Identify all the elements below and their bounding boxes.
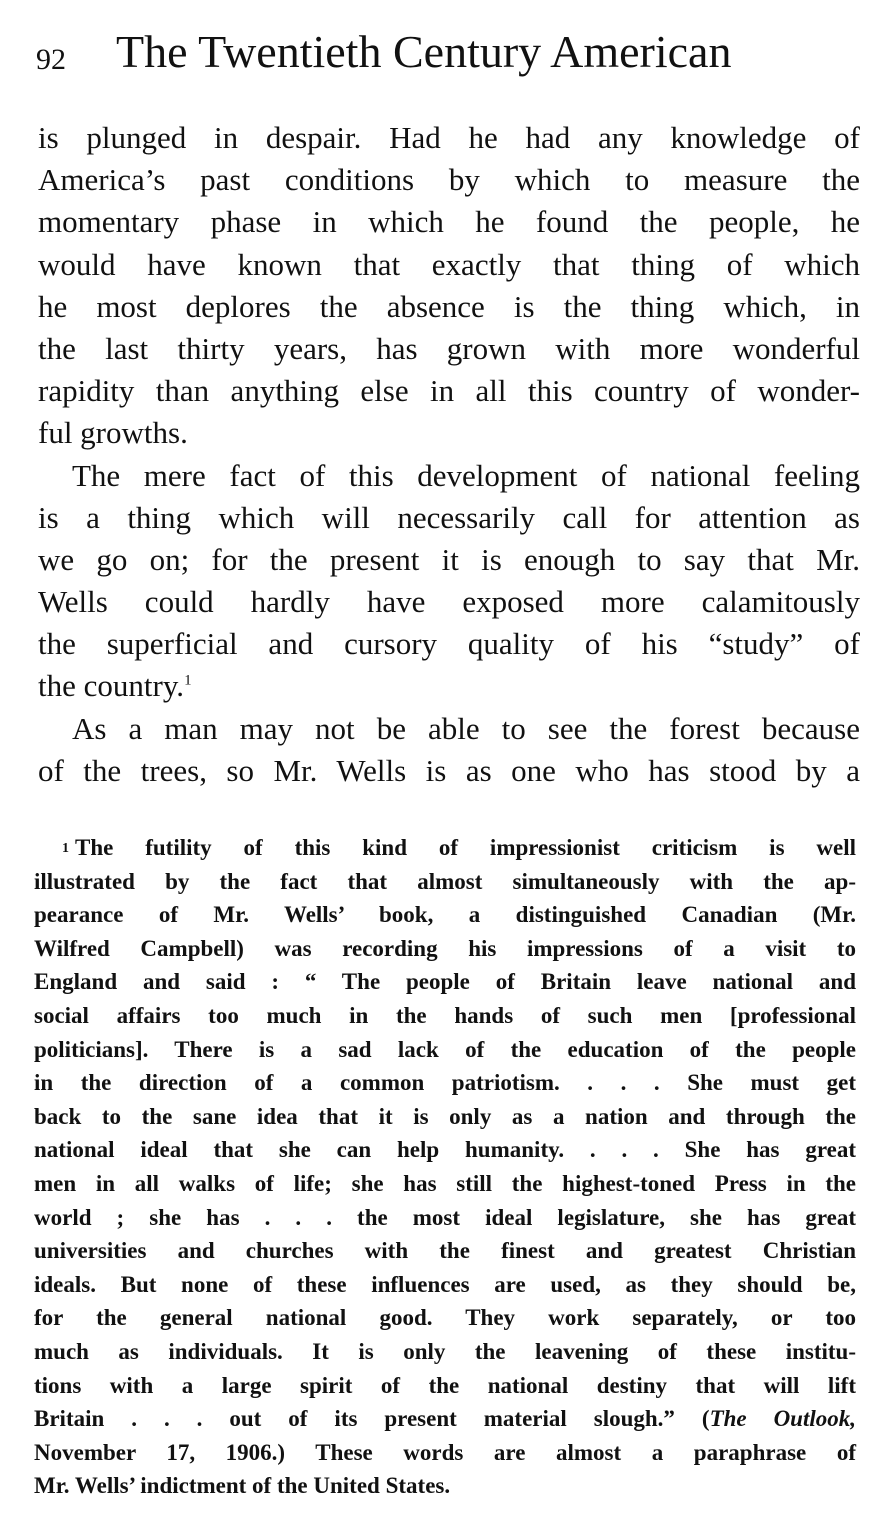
body-line: ful growths. <box>38 415 188 451</box>
body-line: Wells could hardly have exposed more calamitously <box>38 584 860 620</box>
body-line: As a man may not be able to see the forest because <box>72 710 860 746</box>
body-line: of the trees, so Mr. Wells is as one who has stood by a <box>38 752 860 788</box>
body-line-text: the country. <box>38 668 185 704</box>
citation-title: The Outlook, <box>709 1406 857 1432</box>
footnote-line: Mr. Wells’ indictment of the United States. <box>34 1473 451 1499</box>
footnote <box>34 831 856 1503</box>
body-line: would have known that exactly that thing of which <box>38 246 860 282</box>
footnote-line: in the direction of a common patriotism. . . . She must get <box>34 1070 856 1096</box>
running-head <box>36 24 856 84</box>
body-line: rapidity than anything else in all this country of wonder- <box>38 373 860 409</box>
footnote-line: universities and churches with the finest and greatest Christian <box>34 1238 856 1264</box>
page-number: 92 <box>36 43 66 76</box>
footnote-line: November 17, 1906.) These words are almost a paraphrase of <box>34 1439 856 1465</box>
body-line: he most deplores the absence is the thing which, in <box>38 288 860 324</box>
book-title: The Twentieth Century American <box>116 26 732 77</box>
body-text <box>38 117 860 792</box>
body-line: is plunged in despair. Had he had any knowledge of <box>38 120 860 155</box>
body-line: The mere fact of this development of national feeling <box>72 457 860 493</box>
footnote-line-with-citation <box>34 1402 856 1436</box>
body-line: is a thing which will necessarily call for attention as <box>38 499 860 535</box>
body-line: momentary phase in which he found the people, he <box>38 204 860 240</box>
footnote-line: for the general national good. They work separately, or too <box>34 1305 856 1331</box>
footnote-mark: 1 <box>62 841 69 856</box>
footnote-line: politicians]. There is a sad lack of the education of the people <box>34 1036 856 1062</box>
footnote-reference[interactable]: 1 <box>184 673 192 690</box>
footnote-line-text: Britain . . . out of its present material slough.” <box>34 1406 675 1432</box>
body-line: America’s past conditions by which to measure the <box>38 162 860 198</box>
body-line: the superficial and cursory quality of his “study” of <box>38 626 860 662</box>
footnote-line-text: The futility of this kind of impressionist criticism is well <box>75 835 856 860</box>
body-line-with-footnote-ref <box>38 665 860 707</box>
body-line: we go on; for the present it is enough to say that Mr. <box>38 541 860 577</box>
footnote-line: ideals. But none of these influences are used, as they should be, <box>34 1271 856 1297</box>
footnote-line: world ; she has . . . the most ideal legislature, she has great <box>34 1204 856 1230</box>
citation-open-paren: ( <box>701 1406 710 1432</box>
footnote-line: tions with a large spirit of the national destiny that will lift <box>34 1372 856 1398</box>
footnote-line: Wilfred Campbell) was recording his impressions of a visit to <box>34 935 856 961</box>
footnote-line: pearance of Mr. Wells’ book, a distinguished Canadian (Mr. <box>34 902 856 928</box>
footnote-line: illustrated by the fact that almost simultaneously with the ap- <box>34 868 856 894</box>
footnote-line: England and said : “ The people of Britain leave national and <box>34 969 856 995</box>
footnote-line: back to the sane idea that it is only as a nation and through the <box>34 1103 856 1129</box>
footnote-line: social affairs too much in the hands of such men [professional <box>34 1002 856 1028</box>
footnote-line: national ideal that she can help humanity. . . . She has great <box>34 1137 856 1163</box>
footnote-line <box>34 831 856 865</box>
footnote-line: much as individuals. It is only the leavening of these institu- <box>34 1338 856 1364</box>
footnote-line: men in all walks of life; she has still the highest-toned Press in the <box>34 1170 856 1196</box>
body-line: the last thirty years, has grown with more wonderful <box>38 330 860 366</box>
